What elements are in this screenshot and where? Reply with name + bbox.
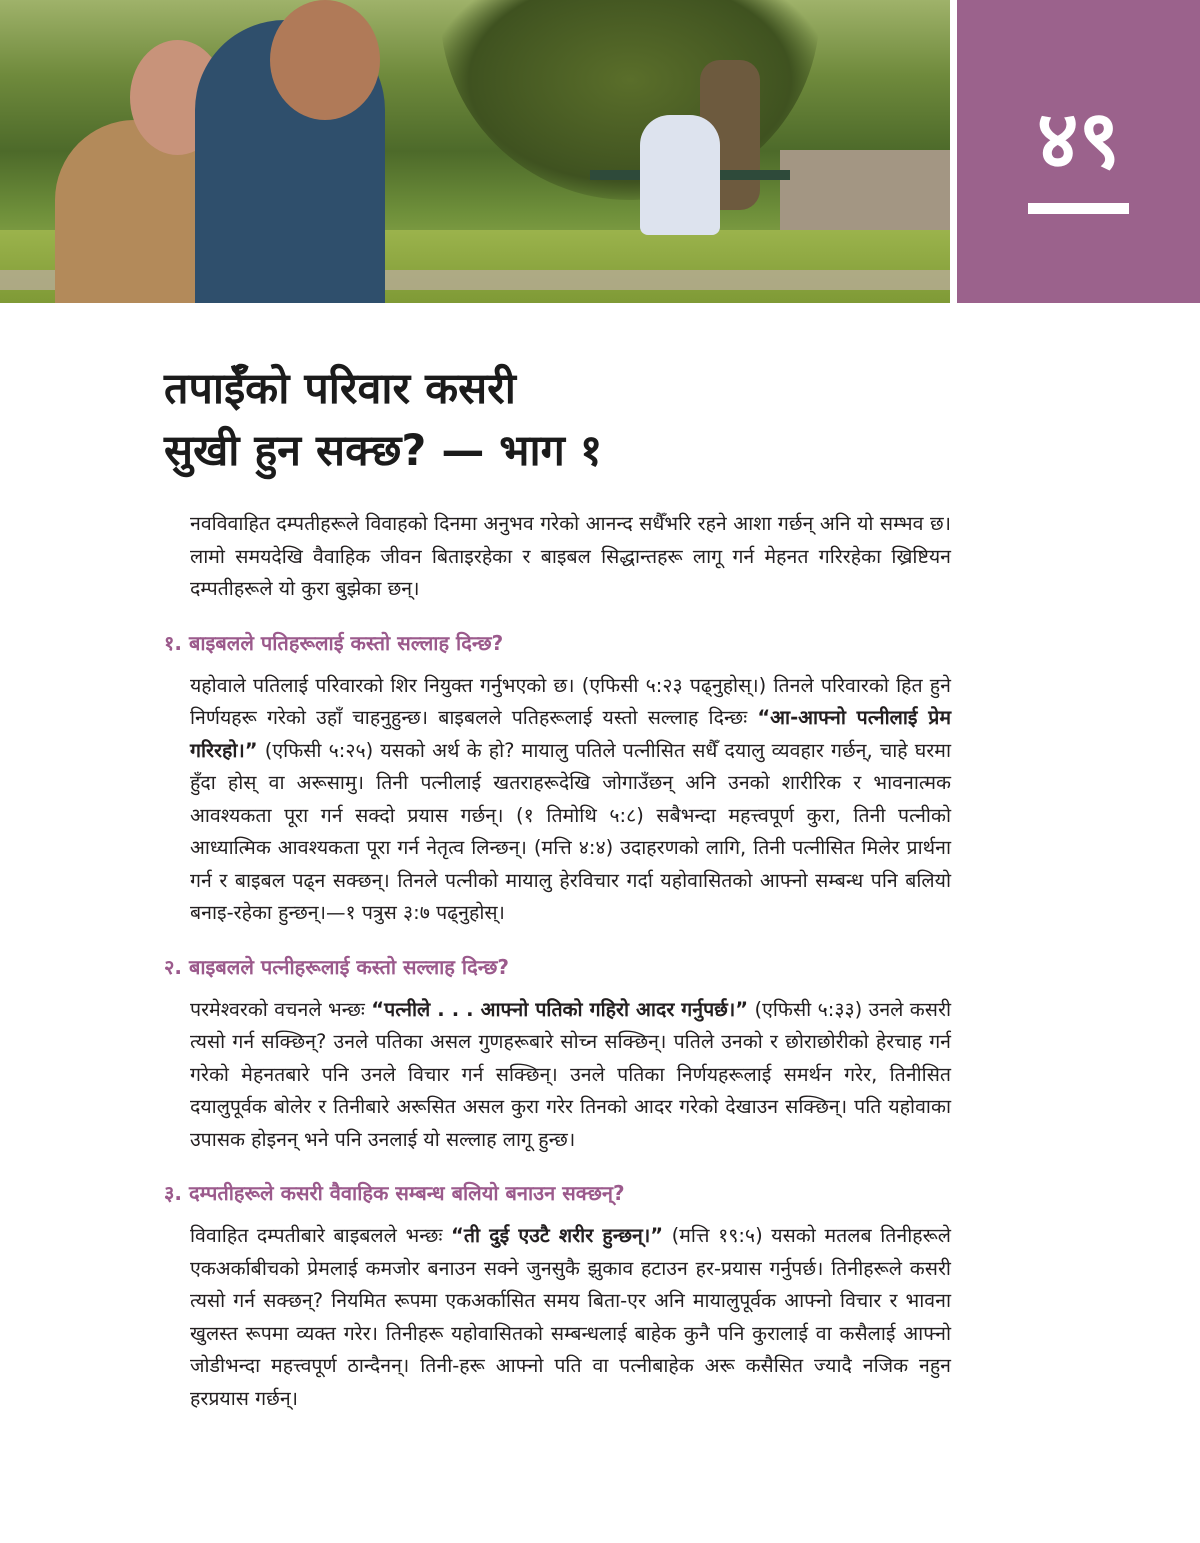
section-heading-2: २. बाइबलले पत्नीहरूलाई कस्तो सल्लाह दिन्छ? <box>164 954 510 979</box>
elderly-couple <box>640 115 720 235</box>
lesson-number-underline <box>1028 203 1129 214</box>
intro-paragraph: नवविवाहित दम्पतीहरूले विवाहको दिनमा अनुभव गरेको आनन्द सधैँभरि रहने आशा गर्छन् अनि यो सम्भव छ। लामो समयदेखि वैवाहिक जीवन बिताइरहेका र बाइबल सिद्धान्तहरू लागू गर्न मेहनत गरिरहेका ख्रिष्टियन दम्पतीहरूले यो कुरा बुझेका छन्। <box>190 512 951 600</box>
section-paragraph-2 <box>190 994 951 1157</box>
park-couples-photo <box>0 0 950 303</box>
text: विवाहित दम्पतीबारे बाइबलले भन्छः <box>190 1224 452 1247</box>
section-paragraph-1 <box>190 670 951 930</box>
title-line-1: तपाईँको परिवार कसरी <box>164 364 516 414</box>
lesson-content <box>164 508 951 1435</box>
lesson-number-block <box>957 0 1200 303</box>
section-heading-1: १. बाइबलले पतिहरूलाई कस्तो सल्लाह दिन्छ? <box>164 630 504 655</box>
scripture-quote: “ती दुई एउटै शरीर हुन्छन्।” <box>451 1224 664 1247</box>
text: परमेश्वरको वचनले भन्छः <box>190 997 372 1021</box>
text: (एफिसी ५:३३) उनले कसरी त्यसो गर्न सक्छिन्? उनले पतिका असल गुणहरूबारे सोच्न सक्छिन्। पतिले उनको र छोराछोरीको हेरचाह गर्न गरेको मेहनतबारे पनि उनले विचार गर्न सक्छिन्। उनले पतिका निर्णयहरूलाई समर्थन गरेर, तिनीसित दयालुपूर्वक बोलेर र तिनीबारे अरूसित असल कुरा गरेर तिनको आदर गरेको देखाउन सक्छिन्। पति यहोवाका उपासक होइनन् भने पनि उनलाई यो सल्लाह लागू हुन्छ। <box>190 997 951 1151</box>
text: यहोवाले पतिलाई परिवारको शिर नियुक्त गर्नुभएको छ। (एफिसी ५:२३ पढ्नुहोस्।) तिनले परिवारको हित हुने निर्णयहरू गरेको उहाँ चाहनुहुन्छ। बाइबलले पतिहरूलाई यस्तो सल्लाह दिन्छः <box>190 673 951 729</box>
lesson-number: ४९ <box>1036 93 1121 186</box>
title-line-2: सुखी हुन सक्छ? — भाग १ <box>164 426 603 476</box>
young-man-head <box>270 0 380 120</box>
section-paragraph-3 <box>190 1220 951 1415</box>
scripture-quote: “आ-आफ्नो पत्नीलाई प्रेम गरिरहो।” <box>190 706 951 762</box>
section-heading-3: ३. दम्पतीहरूले कसरी वैवाहिक सम्बन्ध बलियो बनाउन सक्छन्? <box>164 1181 625 1205</box>
text: (मत्ति १९:५) यसको मतलब तिनीहरूले एकअर्काबीचको प्रेमलाई कमजोर बनाउन सक्ने जुनसुकै झुकाव हटाउन हर-प्रयास गर्नुपर्छ। तिनीहरूले कसरी त्यसो गर्न सक्छन्? नियमित रूपमा एकअर्कासित समय बिता-एर अनि मायालुपूर्वक आफ्नो विचार र भावना खुलस्त रूपमा व्यक्त गरेर। तिनीहरू यहोवासितको सम्बन्धलाई बाहेक कुनै पनि कुरालाई वा कसैलाई आफ्नो जोडीभन्दा महत्त्वपूर्ण ठान्दैनन्। तिनी-हरू आफ्नो पति वा पत्नीबाहेक अरू कसैसित ज्यादै नजिक नहुन हरप्रयास गर्छन्। <box>190 1224 952 1410</box>
text: (एफिसी ५:२५) यसको अर्थ के हो? मायालु पतिले पत्नीसित सधैँ दयालु व्यवहार गर्छन्, चाहे घरमा हुँदा होस् वा अरूसामु। तिनी पत्नीलाई खतराहरूदेखि जोगाउँछन् अनि उनको शारीरिक र भावनात्मक आवश्यकता पूरा गर्न सक्दो प्रयास गर्छन्। (१ तिमोथि ५:८) सबैभन्दा महत्त्वपूर्ण कुरा, तिनी पत्नीको आध्यात्मिक आवश्यकता पूरा गर्न नेतृत्व लिन्छन्। (मत्ति ४:४) उदाहरणको लागि, तिनी पत्नीसित मिलेर प्रार्थना गर्न र बाइबल पढ्न सक्छन्। तिनले पत्नीको मायालु हेरविचार गर्दा यहोवासितको आफ्नो सम्बन्ध पनि बलियो बनाइ-रहेका हुन्छन्।—१ पत्रुस ३:७ पढ्नुहोस्। <box>190 738 951 924</box>
page-title <box>164 358 602 482</box>
scripture-quote: “पत्नीले . . . आफ्नो पतिको गहिरो आदर गर्नुपर्छ।” <box>371 997 749 1021</box>
